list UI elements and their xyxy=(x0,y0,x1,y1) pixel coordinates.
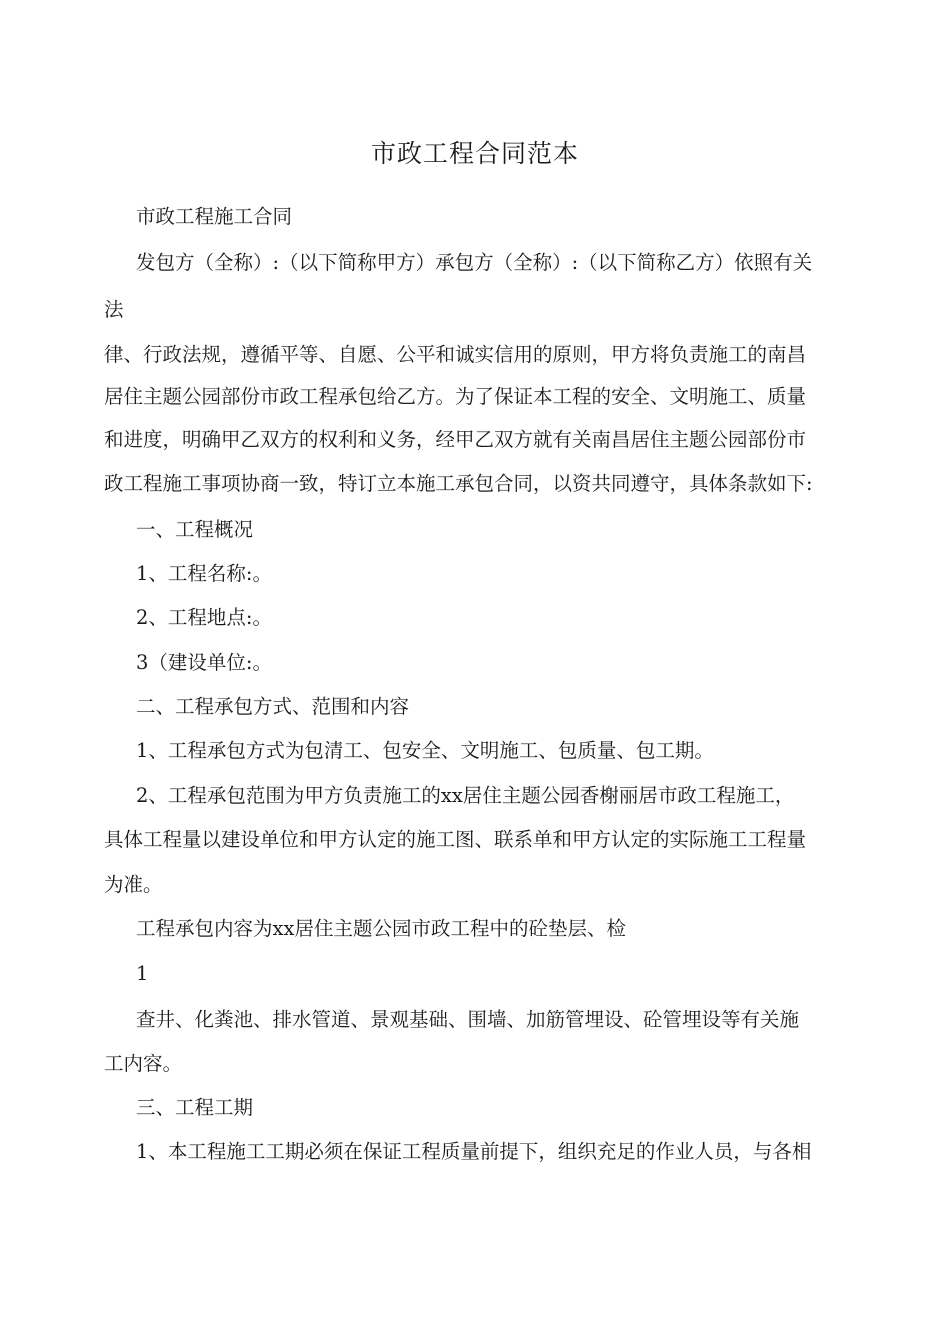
list-item: 3（建设单位:。 xyxy=(136,651,272,674)
paragraph-line: 查井、化粪池、排水管道、景观基础、围墙、加筋管埋设、砼管埋设等有关施 xyxy=(136,1008,800,1031)
paragraph-line: 具体工程量以建设单位和甲方认定的施工图、联系单和甲方认定的实际施工工程量 xyxy=(104,828,807,851)
paragraph-line: 工程承包内容为xx居住主题公园市政工程中的砼垫层、检 xyxy=(136,917,626,940)
paragraph-line: 政工程施工事项协商一致，特订立本施工承包合同，以资共同遵守，具体条款如下: xyxy=(104,472,813,495)
section-heading: 一、工程概况 xyxy=(136,518,254,541)
paragraph-line: 居住主题公园部份市政工程承包给乙方。为了保证本工程的安全、文明施工、质量 xyxy=(104,385,807,408)
paragraph-line: 发包方（全称）:（以下简称甲方）承包方（全称）:（以下简称乙方）依照有关 xyxy=(136,251,813,274)
paragraph-line: 为准。 xyxy=(104,873,163,896)
paragraph-line-wrap: 法 xyxy=(104,298,124,321)
list-item: 2、工程承包范围为甲方负责施工的xx居住主题公园香榭丽居市政工程施工， xyxy=(136,784,795,807)
paragraph-line: 律、行政法规，遵循平等、自愿、公平和诚实信用的原则，甲方将负责施工的南昌 xyxy=(104,343,807,366)
paragraph-line: 和进度，明确甲乙双方的权利和义务，经甲乙双方就有关南昌居住主题公园部份市 xyxy=(104,428,807,451)
document-title: 市政工程合同范本 xyxy=(370,139,579,168)
list-item: 2、工程地点:。 xyxy=(136,606,272,629)
section-heading: 二、工程承包方式、范围和内容 xyxy=(136,695,410,718)
list-item: 1、工程承包方式为包清工、包安全、文明施工、包质量、包工期。 xyxy=(136,739,714,762)
section-heading: 三、工程工期 xyxy=(136,1096,254,1119)
page-number: 1 xyxy=(136,962,149,985)
contract-heading: 市政工程施工合同 xyxy=(136,205,293,228)
list-item: 1、本工程施工工期必须在保证工程质量前提下，组织充足的作业人员，与各相 xyxy=(136,1140,812,1163)
paragraph-line: 工内容。 xyxy=(104,1052,183,1075)
list-item: 1、工程名称:。 xyxy=(136,562,272,585)
